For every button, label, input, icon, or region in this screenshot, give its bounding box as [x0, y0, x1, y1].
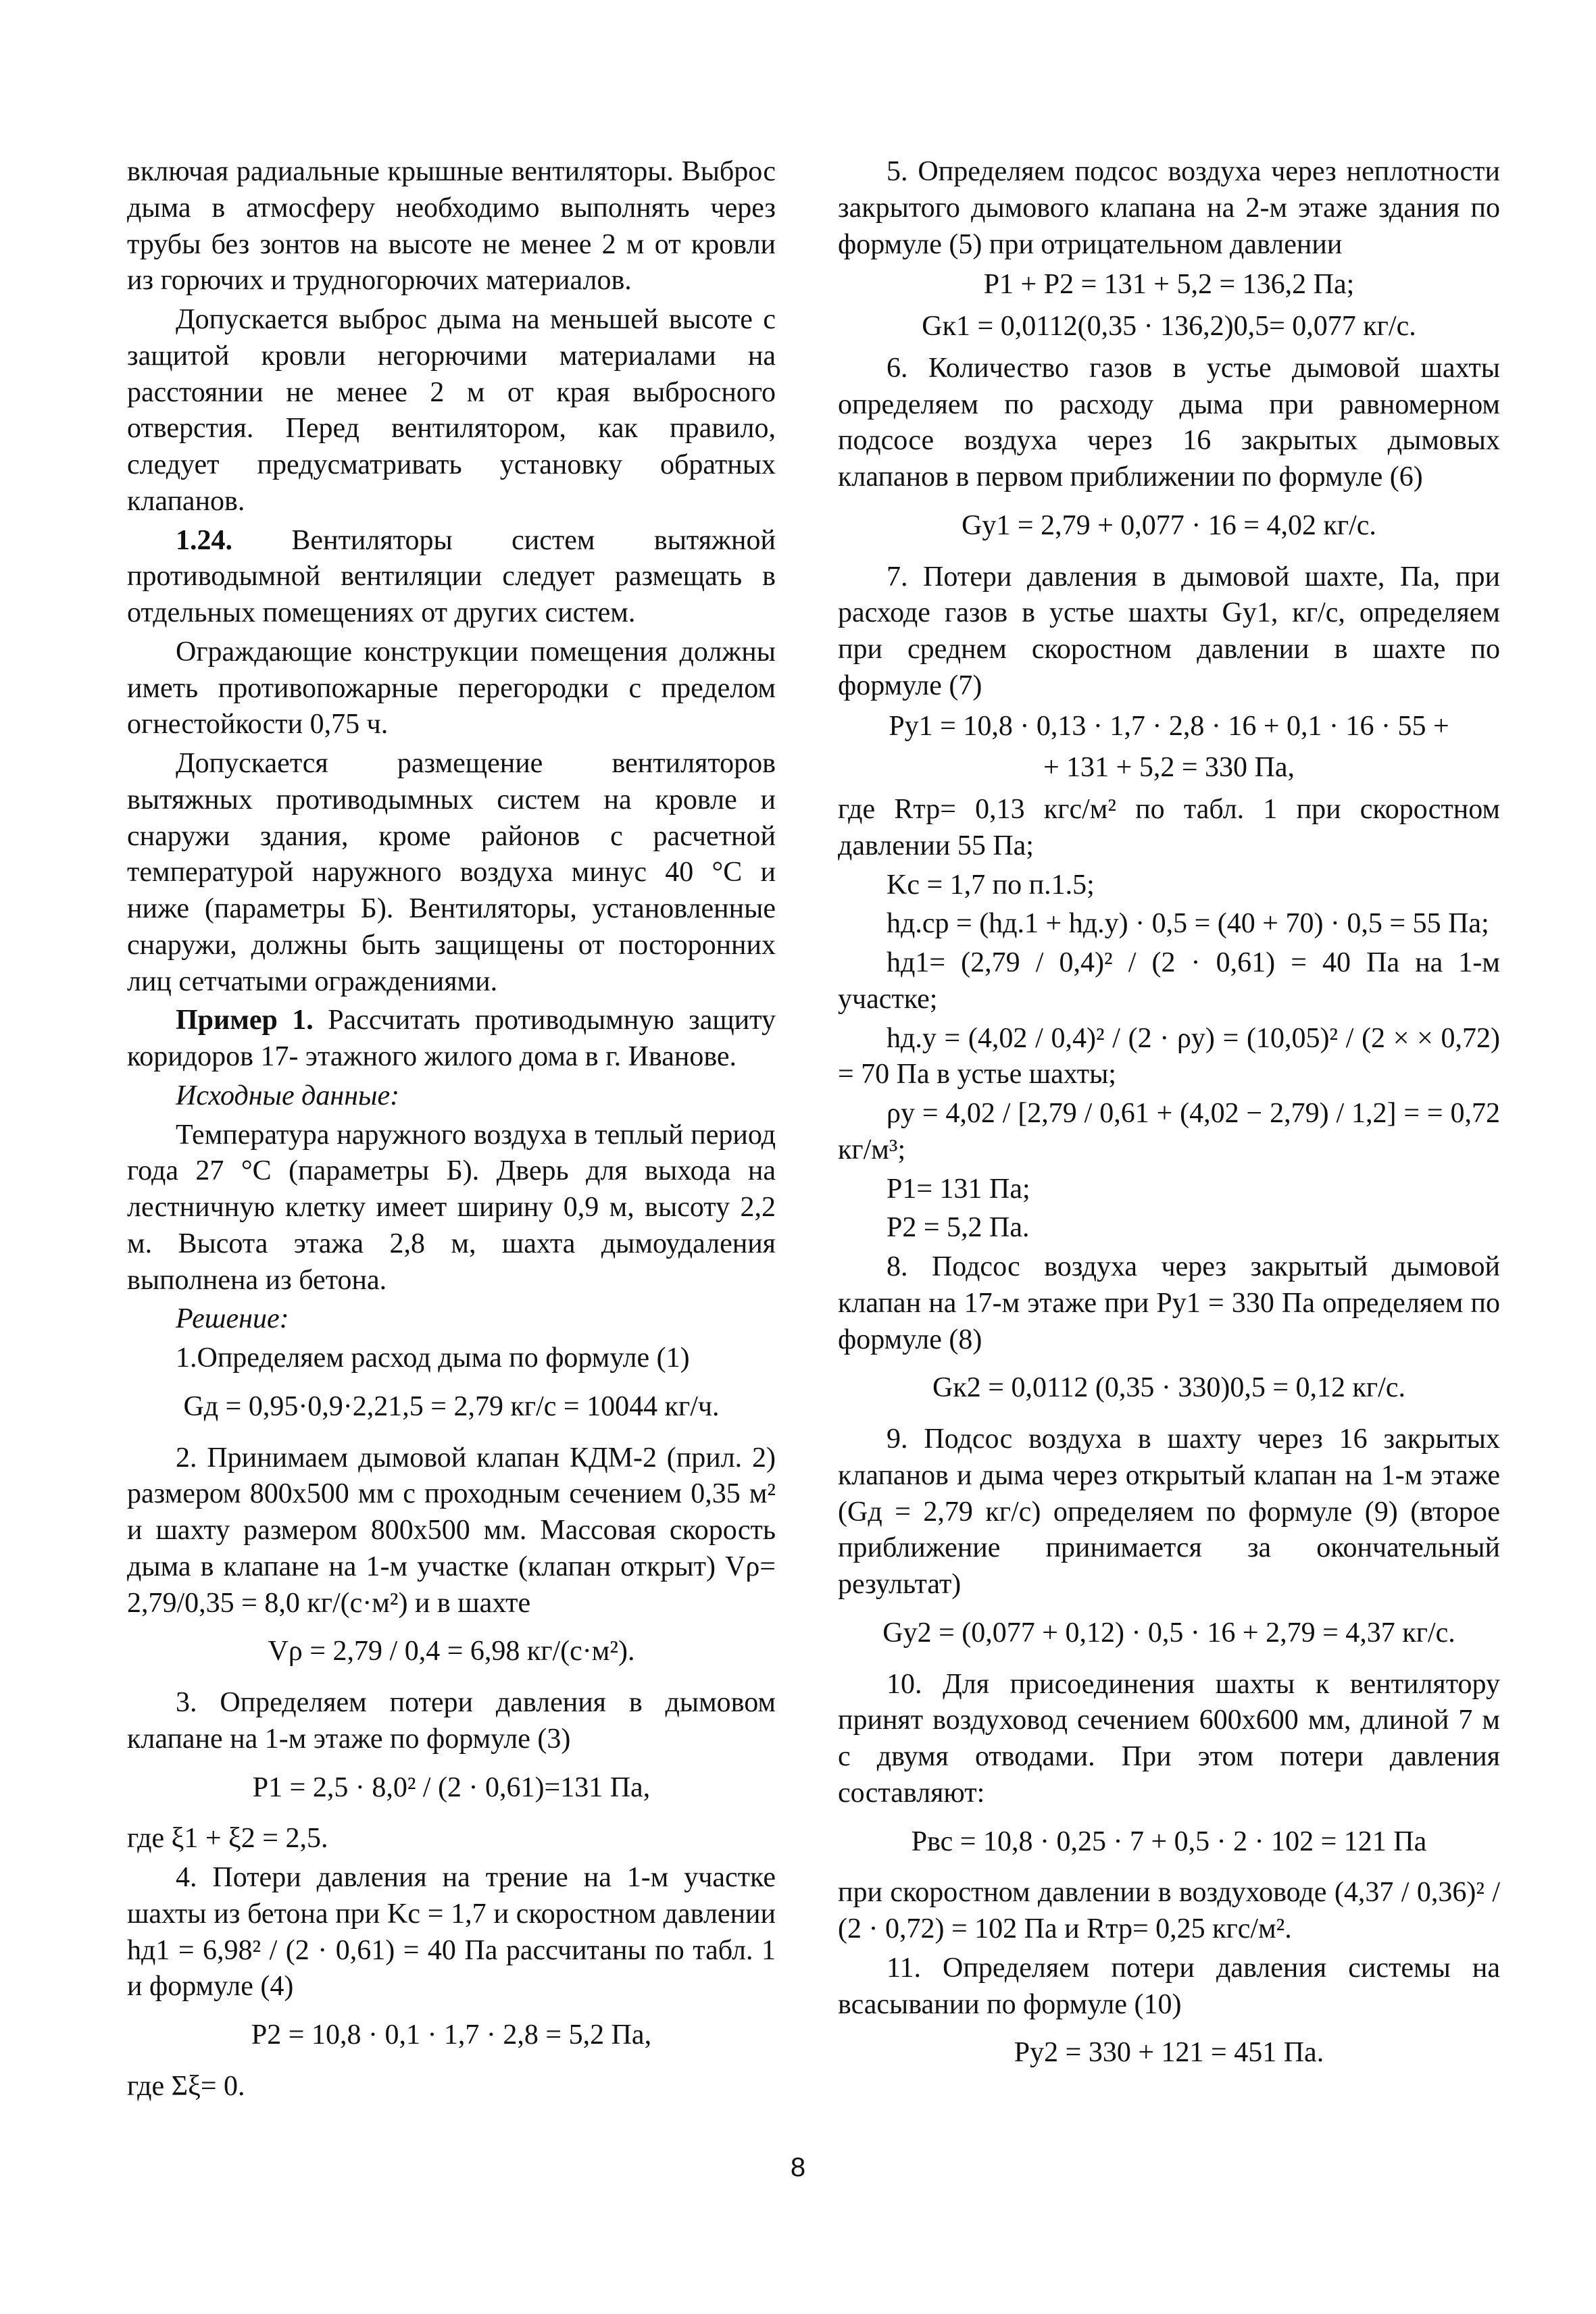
formula: Gу2 = (0,077 + 0,12) · 0,5 · 16 + 2,79 = 4,37 кг/с.: [882, 1617, 1455, 1649]
formula-term: Kс = 1,7 по п.1.5;: [887, 869, 1095, 901]
left-column: [127, 154, 776, 2108]
paragraph: Допускается выброс дыма на меньшей высоте с защитой кровли негорючими материалами на расстоянии не менее 2 м от края выбросного отверстия. Перед вентилятором, как правило, следует предусматривать установку обратных клапанов.: [127, 304, 776, 517]
formula: Gу1 = 2,79 + 0,077 · 16 = 4,02 кг/с.: [962, 509, 1376, 541]
clause-text: Вентиляторы систем вытяжной противодымной вентиляции следует размещать в отдельных помещениях от других систем.: [127, 524, 776, 628]
step-3: 3. Определяем потери давления в дымовом клапане на 1-м этаже по формуле (3): [127, 1687, 776, 1755]
solution-heading: Решение:: [176, 1303, 289, 1335]
formula-term: P1= 131 Па;: [887, 1173, 1030, 1205]
step-4: 4. Потери давления на трение на 1-м участке шахты из бетона при Kс = 1,7 и скоростном давлении hд1 = 6,98² / (2 · 0,61) = 40 Па рассчитаны по табл. 1 и формуле (4): [127, 1862, 776, 2003]
step-8: 8. Подсос воздуха через закрытый дымовой клапан на 17-м этаже при Pу1 = 330 Па определяем по формуле (8): [838, 1251, 1500, 1355]
formula-note: где Σξ= 0.: [127, 2070, 245, 2102]
formula-term: ρу = 4,02 / [2,79 / 0,61 + (4,02 − 2,79) / 1,2] = = 0,72 кг/м³;: [838, 1098, 1500, 1165]
formula-term: hд.ср = (hд.1 + hд.у) · 0,5 = (40 + 70) · 0,5 = 55 Па;: [887, 908, 1489, 940]
formula: Pвс = 10,8 · 0,25 · 7 + 0,5 · 2 · 102 = 121 Па: [911, 1826, 1427, 1857]
formula: P2 = 10,8 · 0,1 · 1,7 · 2,8 = 5,2 Па,: [251, 2019, 652, 2051]
formula-term: hд.у = (4,02 / 0,4)² / (2 · ρу) = (10,05)² / (2 × × 0,72) = 70 Па в устье шахты;: [838, 1022, 1500, 1090]
paragraph: Температура наружного воздуха в теплый период года 27 °С (параметры Б). Дверь для выхода на лестничную клетку имеет ширину 0,9 м, высоту 2,2 м. Высота этажа 2,8 м, шахта дымоудаления выполнена из бетона.: [127, 1119, 776, 1296]
step-6: 6. Количество газов в устье дымовой шахты определяем по расходу дыма при равномерном подсосе воздуха через 16 закрытых дымовых клапанов в первом приближении по формуле (6): [838, 352, 1500, 493]
paragraph: включая радиальные крышные вентиляторы. Выброс дыма в атмосферу необходимо выполнять через трубы без зонтов на высоте не менее 2 м от кровли из горючих и трудногорючих материалов.: [127, 156, 776, 297]
formula: Vρ = 2,79 / 0,4 = 6,98 кг/(с·м²).: [268, 1636, 635, 1667]
step-5: 5. Определяем подсос воздуха через неплотности закрытого дымового клапана на 2-м этаже здания по формуле (5) при отрицательном давлении: [838, 156, 1500, 260]
formula: Gд = 0,95·0,9·2,21,5 = 2,79 кг/с = 10044 кг/ч.: [183, 1390, 720, 1422]
formula-note: при скоростном давлении в воздуховоде (4,37 / 0,36)² / (2 · 0,72) = 102 Па и Rтр= 0,25 кгс/м².: [838, 1877, 1500, 1944]
example-label: Пример 1.: [176, 1005, 314, 1036]
formula: Gк2 = 0,0112 (0,35 · 330)0,5 = 0,12 кг/с.: [932, 1372, 1405, 1404]
formula: Pу2 = 330 + 121 = 451 Па.: [1014, 2037, 1324, 2069]
paragraph: Ограждающие конструкции помещения должны иметь противопожарные перегородки с пределом огнестойкости 0,75 ч.: [127, 636, 776, 740]
step-10: 10. Для присоединения шахты к вентилятору принят воздуховод сечением 600x600 мм, длиной 7 м с двумя отводами. При этом потери давления составляют:: [838, 1668, 1500, 1809]
formula: P1 + P2 = 131 + 5,2 = 136,2 Па;: [983, 269, 1355, 301]
formula: Gк1 = 0,0112(0,35 · 136,2)0,5= 0,077 кг/с.: [922, 311, 1416, 342]
step-9: 9. Подсос воздуха в шахту через 16 закрытых клапанов и дыма через открытый клапан на 1-м этаже (Gд = 2,79 кг/с) определяем по формуле (9) (второе приближение принимается за окончательный результат): [838, 1424, 1500, 1600]
paragraph: Допускается размещение вентиляторов вытяжных противодымных систем на кровле и снаружи здания, кроме районов с расчетной температурой наружного воздуха минус 40 °С и ниже (параметры Б). Вентиляторы, установленные снаружи, должны быть защищены от посторонних лиц сетчатыми ограждениями.: [127, 748, 776, 997]
clause-number: 1.24.: [176, 524, 232, 556]
step-2: 2. Принимаем дымовой клапан КДМ-2 (прил. 2) размером 800x500 мм с проходным сечением 0,35 м² и шахту размером 800x500 мм. Массовая скорость дыма в клапане на 1-м участке (клапан открыт) Vρ= 2,79/0,35 = 8,0 кг/(с·м²) и в шахте: [127, 1442, 776, 1619]
formula-note: где ξ1 + ξ2 = 2,5.: [127, 1823, 328, 1855]
formula-term: P2 = 5,2 Па.: [887, 1212, 1030, 1244]
right-column: [838, 154, 1500, 2086]
example-heading: [127, 1003, 776, 1076]
formula: Pу1 = 10,8 · 0,13 · 1,7 · 2,8 · 16 + 0,1 · 16 · 55 +: [889, 710, 1449, 742]
formula-term: hд1= (2,79 / 0,4)² / (2 · 0,61) = 40 Па на 1-м участке;: [838, 947, 1500, 1015]
formula: + 131 + 5,2 = 330 Па,: [1043, 752, 1295, 784]
step-1: 1.Определяем расход дыма по формуле (1): [176, 1342, 690, 1374]
page-number: 8: [790, 2153, 806, 2182]
formula: P1 = 2,5 · 8,0² / (2 · 0,61)=131 Па,: [252, 1771, 651, 1803]
formula-note: где Rтр= 0,13 кгс/м² по табл. 1 при скоростном давлении 55 Па;: [838, 794, 1500, 861]
step-7: 7. Потери давления в дымовой шахте, Па, при расходе газов в устье шахты Gу1, кг/с, определяем при среднем скоростном давлении в шахте по формуле (7): [838, 561, 1500, 701]
initial-data-heading: Исходные данные:: [176, 1080, 400, 1111]
example-text: Рассчитать противодымную защиту коридоров 17- этажного жилого дома в г. Иванове.: [127, 1005, 776, 1072]
paragraph-1-24: [127, 523, 776, 632]
step-11: 11. Определяем потери давления системы на всасывании по формуле (10): [838, 1952, 1500, 2020]
